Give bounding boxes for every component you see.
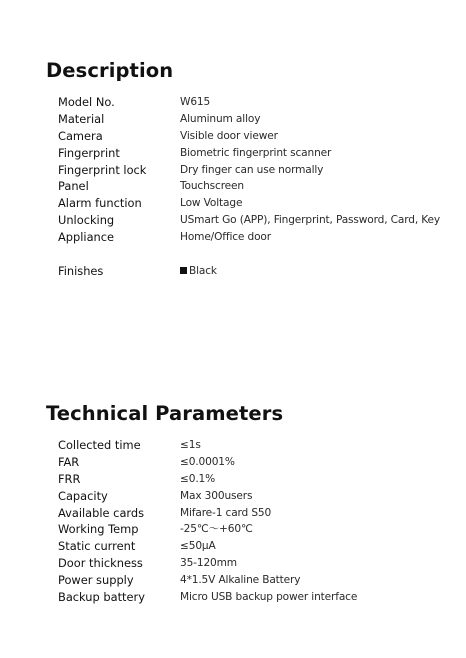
spec-row-collected-time [58,437,458,454]
spec-row-finishes [58,263,458,280]
spec-label: FRR [58,471,81,486]
spec-row-far [58,454,458,471]
spec-label: Fingerprint [58,145,120,160]
spec-value: Visible door viewer [180,129,278,142]
spec-label: Fingerprint lock [58,162,147,177]
spec-value: 35-120mm [180,557,237,570]
spec-label: Camera [58,128,103,143]
spec-value: 4*1.5V Alkaline Battery [180,574,301,587]
spec-row-capacity [58,488,458,505]
spec-value: ≤0.1% [180,472,216,485]
spec-row-fingerprint [58,145,458,162]
spec-label: Collected time [58,438,141,452]
spec-row-material [58,111,458,128]
spec-value: ≤0.0001% [180,455,235,468]
finish-color-label: Black [189,265,217,277]
spec-value: Low Voltage [180,197,243,210]
spec-label: Finishes [58,264,104,278]
spec-value: Biometric fingerprint scanner [180,146,332,159]
finishes-spec-list [58,263,458,280]
description-spec-list [58,94,458,246]
spec-row-appliance [58,229,458,246]
spec-label: Available cards [58,505,145,520]
spec-row-alarm-function [58,195,458,212]
spec-row-unlocking [58,212,458,229]
spec-row-frr [58,471,458,488]
spec-row-camera [58,128,458,145]
spec-label: Panel [58,179,89,194]
spec-label: Alarm function [58,196,142,211]
spec-row-power-supply [58,572,458,589]
spec-row-model-no [58,94,458,111]
spec-label: Model No. [58,95,115,109]
spec-row-available-cards [58,505,458,522]
spec-value: Home/Office door [180,231,271,244]
spec-value: Dry finger can use normally [180,163,324,176]
spec-label: Working Temp [58,522,139,537]
spec-row-static-current [58,538,458,555]
spec-row-door-thickness [58,555,458,572]
color-swatch [180,267,187,274]
spec-row-panel [58,178,458,195]
spec-value: Micro USB backup power interface [180,591,358,604]
spec-label: Appliance [58,230,115,245]
spec-value: USmart Go (APP), Fingerprint, Password, Card, Key [180,214,441,227]
spec-label: Unlocking [58,213,115,228]
spec-value: Max 300users [180,489,253,502]
spec-value: -25℃～+60℃ [180,523,253,536]
spec-value: Mifare-1 card S50 [180,506,272,519]
spec-value: ≤50μA [180,540,216,553]
spec-label: Capacity [58,488,108,503]
finish-option [180,263,217,280]
spec-value: ≤1s [180,439,201,451]
spec-label: Material [58,111,105,126]
spec-value: Aluminum alloy [180,112,261,125]
technical-spec-list [58,437,458,606]
technical-parameters-heading: Technical Parameters [46,402,284,425]
spec-label: Static current [58,539,136,554]
spec-row-fingerprint-lock [58,162,458,179]
spec-label: Backup battery [58,590,145,605]
spec-row-backup-battery [58,589,458,606]
spec-value: Touchscreen [180,180,244,193]
spec-row-working-temp [58,521,458,538]
spec-label: Door thickness [58,556,143,571]
description-heading: Description [46,59,174,82]
spec-label: Power supply [58,573,134,588]
spec-label: FAR [58,454,80,469]
spec-value: W615 [180,96,211,108]
